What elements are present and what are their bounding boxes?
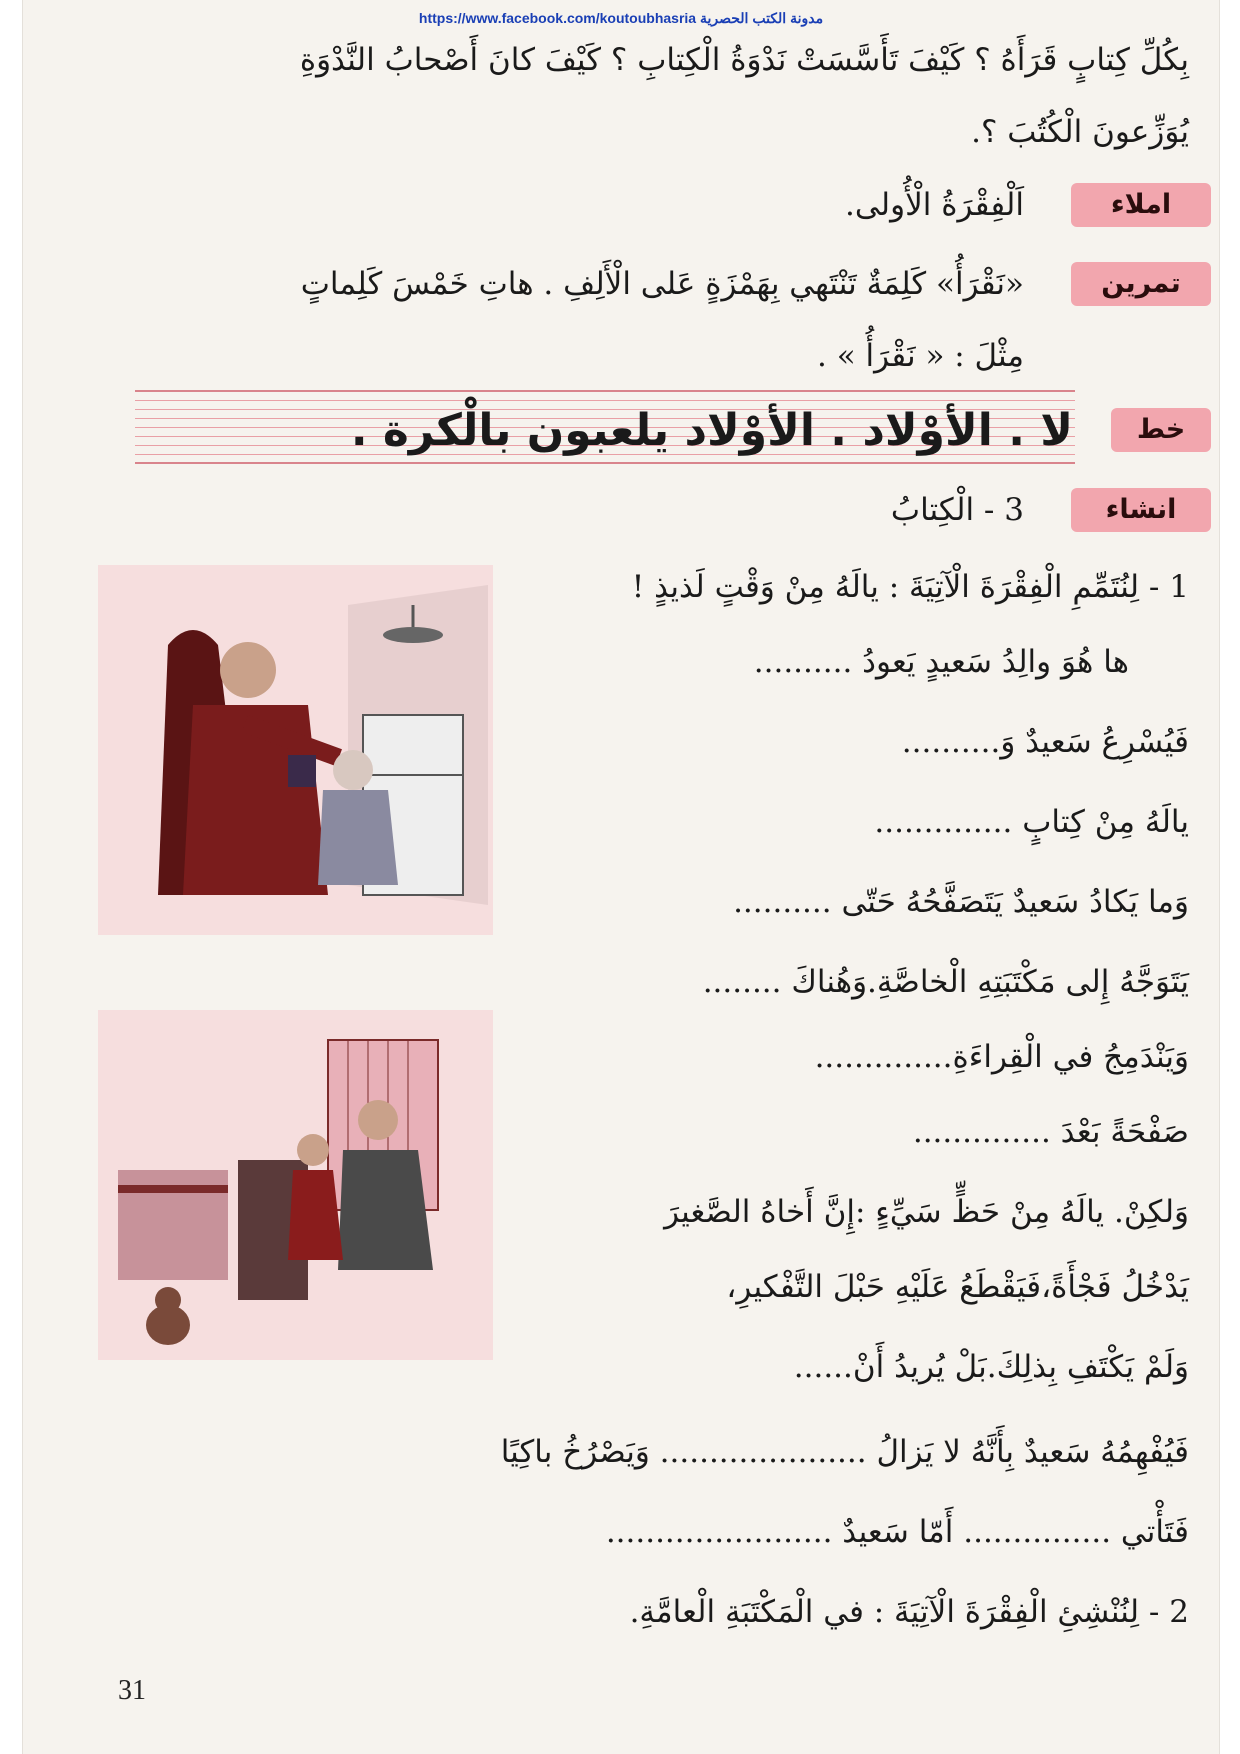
- exercise-line-wide: فَتَأْتي ............... أَمّا سَعيدٌ .......................: [605, 1514, 1189, 1550]
- exercise-line: ها هُوَ والِدُ سَعيدٍ يَعودُ ..........: [753, 644, 1129, 680]
- tamrin-line-1: «نَقْرَأُ» كَلِمَةٌ تَنْتَهي بِهَمْزَةٍ عَلى الْأَلِفِ . هاتِ خَمْسَ كَلِماتٍ: [300, 266, 1024, 302]
- handwriting-sample: لا . الأوْلاد . الأوْلاد يلعبون بالْكرة .: [350, 405, 1073, 456]
- exercise-line: يَتَوَجَّهُ إِلى مَكْتَبَتِهِ الْخاصَّةِ.وَهُناكَ ........: [702, 964, 1189, 1000]
- watermark: https://www.facebook.com/koutoubhasria مدونة الكتب الحصرية: [418, 10, 824, 26]
- imla-text: اَلْفِقْرَةُ الْأُولى.: [844, 187, 1024, 223]
- exercise-line: وَيَنْدَمِجُ في الْقِراءَةِ..............: [814, 1039, 1189, 1075]
- exercise-line: صَفْحَةً بَعْدَ ..............: [912, 1114, 1189, 1150]
- tamrin-label: تمرين: [1071, 262, 1211, 306]
- insha-title: 3 - الْكِتابُ: [890, 492, 1024, 528]
- illustration-father-gives-book: [98, 565, 493, 935]
- exercise-line: يَدْخُلُ فَجْأَةً،فَيَقْطَعُ عَلَيْهِ حَبْلَ التَّفْكيرِ،: [726, 1269, 1189, 1305]
- tamrin-line-2: مِثْلَ : « نَقْرَأُ » .: [817, 338, 1024, 374]
- exercise-line-wide: فَيُفْهِمُهُ سَعيدٌ بِأَنَّهُ لا يَزالُ ..................... وَيَصْرُخُ باكِيًا: [500, 1434, 1189, 1470]
- insha-label: انشاء: [1071, 488, 1211, 532]
- exercise-line: فَيُسْرِعُ سَعيدٌ وَ..........: [901, 724, 1189, 760]
- exercise-line: وَلكِنْ. يالَهُ مِنْ حَظٍّ سَيِّءٍ :إِنَّ أَخاهُ الصَّغيرَ: [664, 1194, 1189, 1230]
- question-line-2: يُوَزِّعونَ الْكُتُبَ ؟.: [971, 114, 1189, 150]
- page-number: 31: [118, 1675, 146, 1706]
- exercise-line: يالَهُ مِنْ كِتابٍ ..............: [874, 804, 1189, 840]
- imla-label: املاء: [1071, 183, 1211, 227]
- exercise-line: وَلَمْ يَكْتَفِ بِذلِكَ.بَلْ يُريدُ أَنْ......: [793, 1349, 1189, 1385]
- book-page: [22, 0, 1220, 1754]
- khatt-label: خط: [1111, 408, 1211, 452]
- exercise-1-instruction: 1 - لِنُتَمِّمِ الْفِقْرَةَ الْآتِيَةَ : يالَهُ مِنْ وَقْتٍ لَذيذٍ !: [631, 569, 1189, 605]
- question-line-1: بِكُلِّ كِتابٍ قَرَأَهُ ؟ كَيْفَ تَأَسَّسَتْ نَدْوَةُ الْكِتابِ ؟ كَيْفَ كانَ أَصْحابُ النَّدْوَةِ: [299, 42, 1189, 78]
- illustration-reading-room: [98, 1010, 493, 1360]
- exercise-2-instruction: 2 - لِنُنْشِئِ الْفِقْرَةَ الْآتِيَةَ : في الْمَكْتَبَةِ الْعامَّةِ.: [629, 1594, 1189, 1630]
- exercise-line: وَما يَكادُ سَعيدٌ يَتَصَفَّحُهُ حَتّى ..........: [733, 884, 1189, 920]
